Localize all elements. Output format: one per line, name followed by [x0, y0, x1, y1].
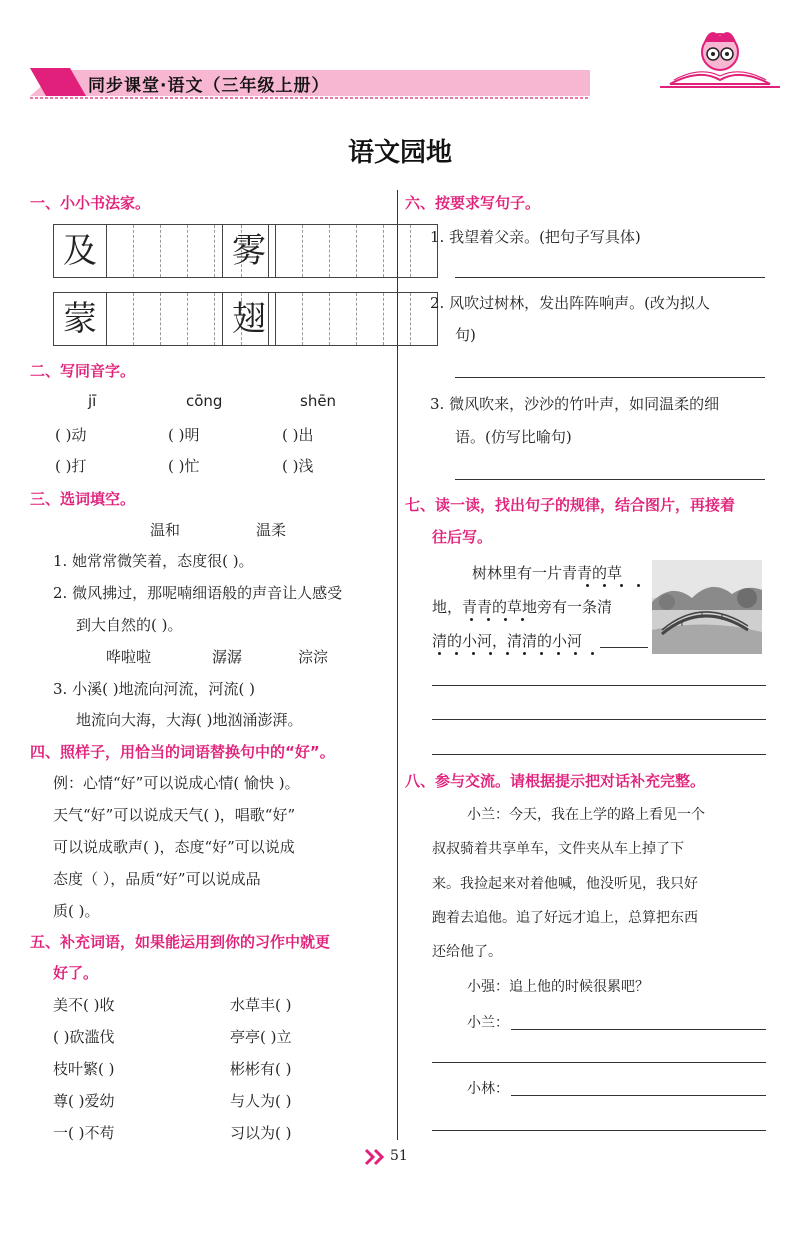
xiaoqiang-question: 小强：追上他的时候很累吧？: [467, 979, 649, 995]
word-option-wenrou: 温柔: [256, 521, 287, 539]
page-title: 语文园地: [347, 138, 452, 168]
section-6-title: 六、按要求写句子。: [405, 194, 541, 212]
dialogue-line-4: 跑着去追他。追了好远才追上，总算把东西: [432, 910, 698, 926]
section-3-title: 三、选词填空。: [30, 490, 136, 508]
double-chevron-icon: [364, 1148, 386, 1166]
replace-line-1[interactable]: 天气“好”可以说成天气( )，唱歌“好”: [53, 806, 296, 824]
char-2: 雾: [232, 231, 266, 271]
char-1: 及: [63, 231, 97, 271]
answer-line-6-1[interactable]: [455, 277, 765, 278]
xiaolan-label: 小兰：: [467, 1015, 509, 1031]
pinyin-cong: cōng: [186, 392, 223, 410]
section-8-title: 八、参与交流。请根据提示把对话补充完整。: [405, 772, 706, 790]
pinyin-shen: shēn: [300, 392, 337, 410]
word-option-hualala: 哗啦啦: [106, 648, 152, 666]
idiom-right-1[interactable]: 水草丰( ): [230, 996, 292, 1014]
word-option-chanchan: 潺潺: [212, 648, 243, 666]
question-3-1[interactable]: 1. 她常常微笑着，态度很( )。: [53, 552, 254, 570]
answer-line-7-2[interactable]: [432, 719, 766, 720]
example-line: 例：心情“好”可以说成心情( 愉快 )。: [53, 774, 300, 792]
char-3: 蒙: [63, 299, 97, 339]
homophone-1-3[interactable]: ( )出: [282, 426, 314, 444]
continue-inline-line[interactable]: [600, 647, 648, 648]
question-6-3a: 3. 微风吹来，沙沙的竹叶声，如同温柔的细: [430, 395, 720, 413]
section-7-title-1: 七、读一读，找出句子的规律，结合图片，再接着: [405, 496, 736, 514]
xiaolan-answer-line-2[interactable]: [432, 1062, 766, 1063]
answer-line-7-1[interactable]: [432, 685, 766, 686]
xiaolin-answer-line[interactable]: [511, 1095, 766, 1096]
pinyin-ji: jī: [88, 392, 97, 410]
homophone-2-1[interactable]: ( )打: [55, 457, 87, 475]
idiom-right-3[interactable]: 彬彬有( ): [230, 1060, 292, 1078]
section-5-title-2: 好了。: [53, 964, 99, 982]
homophone-1-1[interactable]: ( )动: [55, 426, 87, 444]
river-bridge-illustration: [652, 560, 762, 654]
writing-grid-2[interactable]: [222, 224, 438, 278]
idiom-left-2[interactable]: ( )砍滥伐: [53, 1028, 115, 1046]
question-3-2b[interactable]: 到大自然的( )。: [76, 616, 183, 634]
idiom-left-1[interactable]: 美不( )收: [53, 996, 115, 1014]
pattern-line-3: 清的小河，清清的小河: [432, 632, 583, 650]
question-6-1: 1. 我望着父亲。(把句子写具体): [430, 228, 641, 246]
section-4-title: 四、照样子，用恰当的词语替换句中的“好”。: [30, 743, 335, 761]
dialogue-line-1: 小兰：今天，我在上学的路上看见一个: [467, 807, 705, 823]
idiom-left-3[interactable]: 枝叶繁( ): [53, 1060, 115, 1078]
answer-line-6-2[interactable]: [455, 377, 765, 378]
homophone-1-2[interactable]: ( )明: [168, 426, 200, 444]
writing-grid-4[interactable]: [222, 292, 438, 346]
idiom-left-4[interactable]: 尊( )爱幼: [53, 1092, 115, 1110]
question-3-3b[interactable]: 地流向大海，大海( )地汹涌澎湃。: [76, 711, 303, 729]
word-option-congcong: 淙淙: [298, 648, 329, 666]
pattern-line-1: 树林里有一片青青的草: [472, 564, 623, 582]
mascot-book-icon: [660, 28, 780, 100]
section-5-title-1: 五、补充词语，如果能运用到你的习作中就更: [30, 933, 331, 951]
dialogue-line-5: 还给他了。: [432, 944, 502, 960]
homophone-2-2[interactable]: ( )忙: [168, 457, 200, 475]
char-4: 翅: [232, 299, 266, 339]
dialogue-line-2: 叔叔骑着共享单车，文件夹从车上掉了下: [432, 841, 684, 857]
question-3-3a[interactable]: 3. 小溪( )地流向河流，河流( ): [53, 680, 256, 698]
pattern-line-2: 地，青青的草地旁有一条清: [432, 598, 613, 616]
section-2-title: 二、写同音字。: [30, 362, 136, 380]
idiom-right-2[interactable]: 亭亭( )立: [230, 1028, 292, 1046]
page-number: 51: [390, 1148, 408, 1164]
question-6-2a: 2. 风吹过树林，发出阵阵响声。(改为拟人: [430, 294, 710, 312]
xiaolin-label: 小林：: [467, 1081, 509, 1097]
section-7-title-2: 往后写。: [432, 528, 493, 546]
xiaolan-answer-line[interactable]: [511, 1029, 766, 1030]
homophone-2-3[interactable]: ( )浅: [282, 457, 314, 475]
question-6-2b: 句): [455, 326, 476, 344]
question-6-3b: 语。(仿写比喻句): [455, 428, 572, 446]
idiom-left-5[interactable]: 一( )不苟: [53, 1124, 115, 1142]
idiom-right-4[interactable]: 与人为( ): [230, 1092, 292, 1110]
answer-line-6-3[interactable]: [455, 479, 765, 480]
xiaolin-answer-line-2[interactable]: [432, 1130, 766, 1131]
series-title: 同步课堂·语文（三年级上册）: [88, 76, 330, 96]
replace-line-2[interactable]: 可以说成歌声( )，态度“好”可以说成: [53, 838, 295, 856]
replace-line-3[interactable]: 态度（ ），品质“好”可以说成品: [53, 870, 261, 888]
question-3-2a: 2. 微风拂过，那呢喃细语般的声音让人感受: [53, 584, 343, 602]
section-1-title: 一、小小书法家。: [30, 194, 151, 212]
answer-line-7-3[interactable]: [432, 754, 766, 755]
dialogue-line-3: 来。我捡起来对着他喊，他没听见，我只好: [432, 876, 698, 892]
word-option-wenhe: 温和: [150, 521, 181, 539]
replace-line-4[interactable]: 质( )。: [53, 902, 100, 920]
idiom-right-5[interactable]: 习以为( ): [230, 1124, 292, 1142]
